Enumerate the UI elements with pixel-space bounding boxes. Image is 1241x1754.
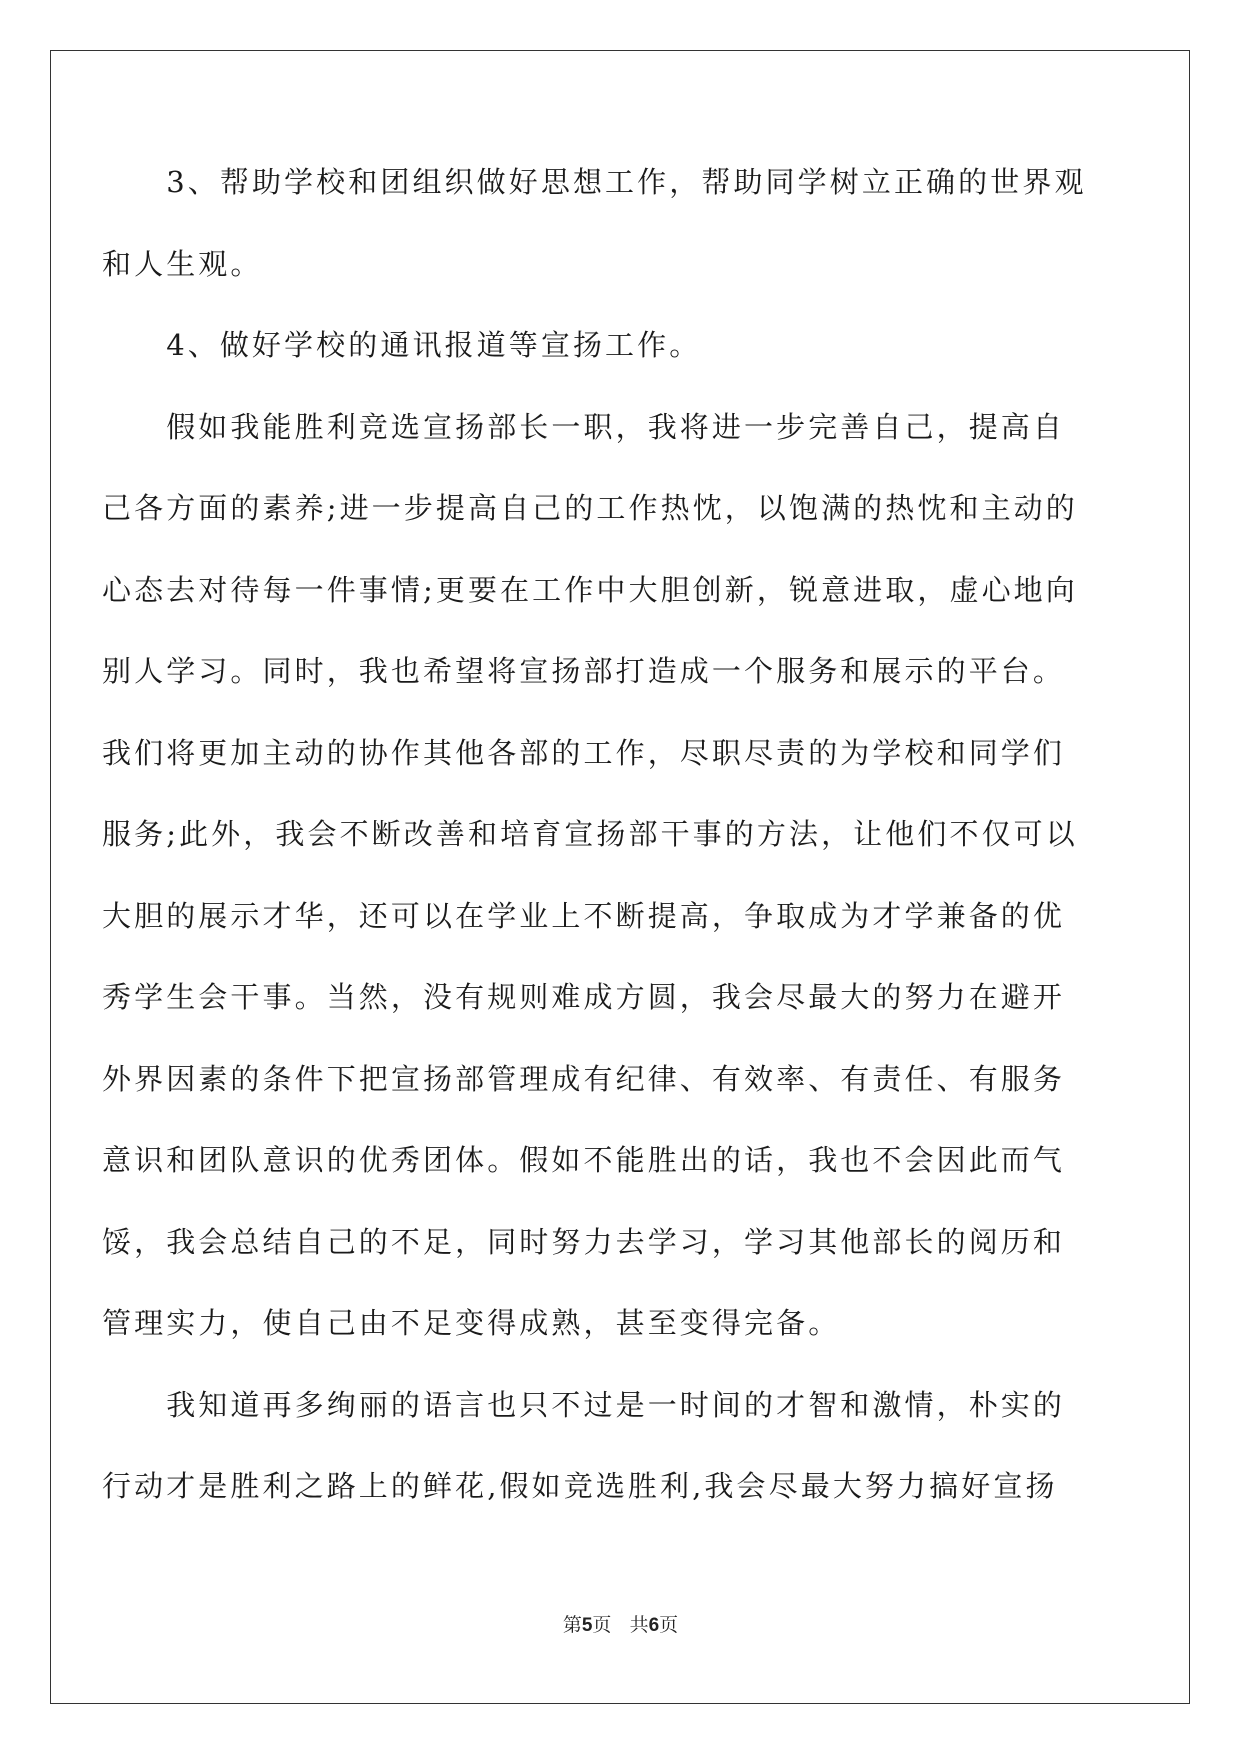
text-line: 秀学生会干事。当然，没有规则难成方圆，我会尽最大的努力在避开 — [102, 980, 1066, 1014]
footer-prefix: 第 — [562, 1614, 582, 1636]
text-line: 馁，我会总结自己的不足，同时努力去学习，学习其他部长的阅历和 — [102, 1224, 1066, 1259]
text-line: 假如我能胜利竞选宣扬部长一职，我将进一步完善自己，提高自 — [102, 409, 1066, 444]
text-line: 我知道再多绚丽的语言也只不过是一时间的才智和激情，朴实的 — [102, 1387, 1066, 1422]
text-line: 意识和团队意识的优秀团体。假如不能胜出的话，我也不会因此而气 — [102, 1143, 1066, 1177]
text-line: 3、帮助学校和团组织做好思想工作，帮助同学树立正确的世界观 — [102, 165, 1087, 199]
text-line: 己各方面的素养;进一步提高自己的工作热忱，以饱满的热忱和主动的 — [102, 491, 1078, 525]
page-footer — [0, 1610, 1241, 1637]
text-line: 心态去对待每一件事情;更要在工作中大胆创新，锐意进取，虚心地向 — [102, 572, 1078, 607]
text-line: 服务;此外，我会不断改善和培育宣扬部干事的方法，让他们不仅可以 — [102, 817, 1078, 851]
text-line: 外界因素的条件下把宣扬部管理成有纪律、有效率、有责任、有服务 — [102, 1061, 1066, 1096]
text-line: 行动才是胜利之路上的鲜花,假如竞选胜利,我会尽最大努力搞好宣扬 — [102, 1469, 1058, 1503]
text-line: 大胆的展示才华，还可以在学业上不断提高，争取成为才学兼备的优 — [102, 898, 1066, 933]
total-pages-number: 6 — [648, 1615, 660, 1636]
text-line: 管理实力，使自己由不足变得成熟，甚至变得完备。 — [102, 1306, 841, 1340]
document-body — [102, 162, 1087, 1548]
text-line: 别人学习。同时，我也希望将宣扬部打造成一个服务和展示的平台。 — [102, 654, 1066, 688]
text-line: 我们将更加主动的协作其他各部的工作，尽职尽责的为学校和同学们 — [102, 735, 1066, 770]
text-line: 4、做好学校的通讯报道等宣扬工作。 — [102, 328, 702, 362]
text-line: 和人生观。 — [102, 246, 263, 281]
footer-total-suffix: 页 — [659, 1614, 679, 1636]
footer-total-prefix: 共 — [629, 1614, 649, 1636]
current-page-number: 5 — [581, 1615, 593, 1636]
footer-page-suffix: 页 — [592, 1614, 612, 1636]
